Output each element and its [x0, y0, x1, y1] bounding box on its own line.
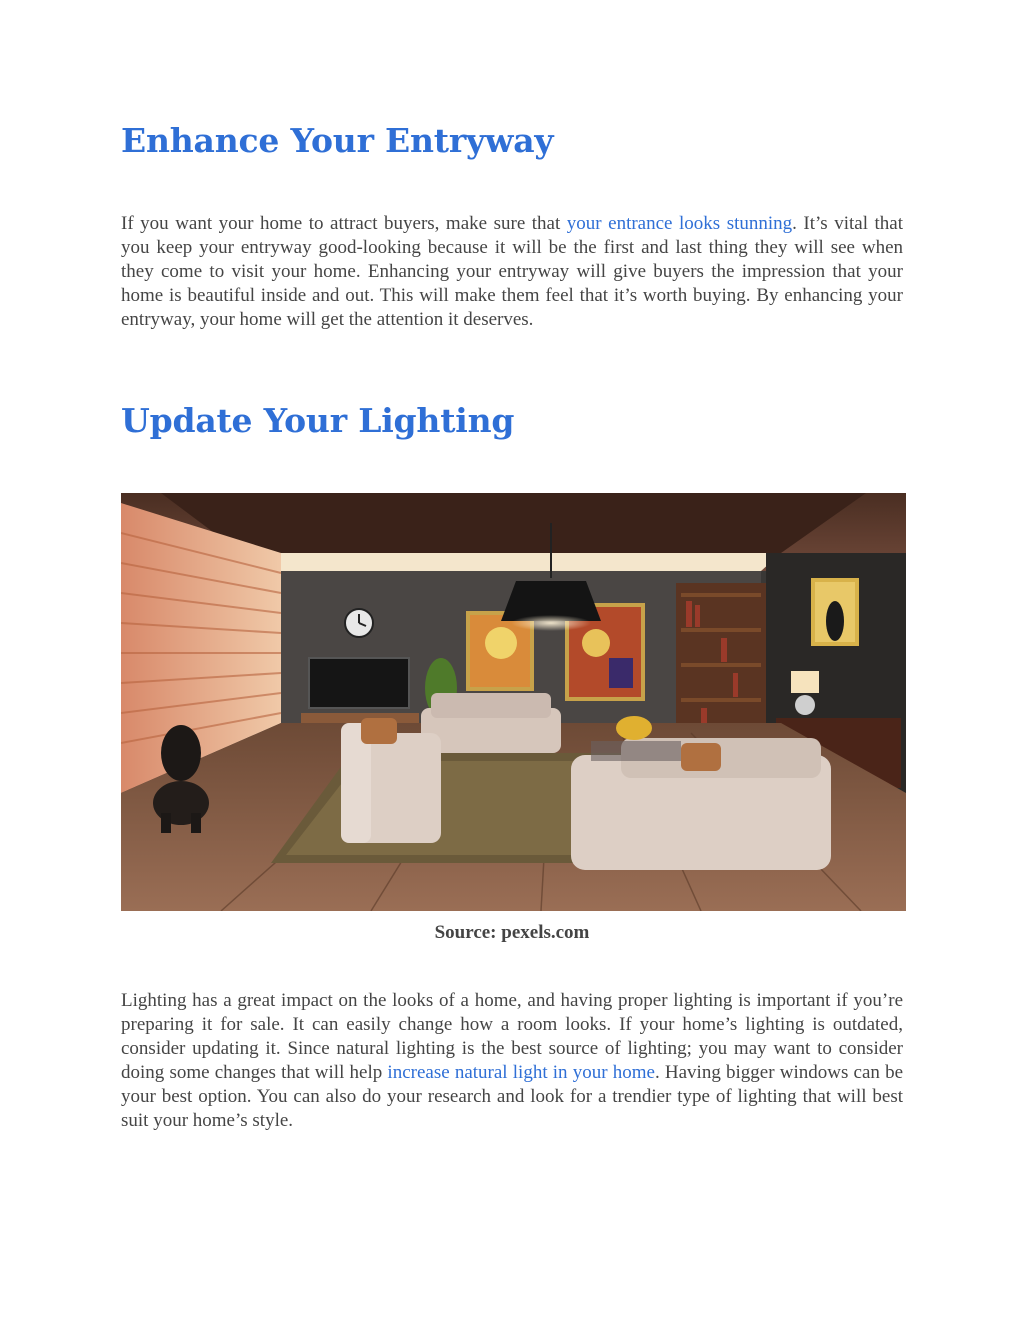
link-entrance-looks-stunning[interactable]: your entrance looks stunning [566, 213, 793, 234]
heading-update-lighting: Update Your Lighting [121, 401, 515, 440]
paragraph-lighting-text-start: Lighting has a great impact on the looks of a home, and having proper lighting is important if you’re preparing it for sale. It can easily change how a room looks. If your home’s lighting is outdated, consider updating it. Since natural lighting is the best source of lighting; you may want to consider doing some changes that will help [121, 990, 903, 1083]
link-increase-natural-light[interactable]: increase natural light in your home [387, 1062, 655, 1083]
living-room-photo [121, 493, 906, 911]
paragraph-lighting [121, 989, 903, 1133]
image-caption: Source: pexels.com [434, 922, 590, 943]
paragraph-entryway [121, 212, 903, 332]
heading-enhance-entryway: Enhance Your Entryway [121, 121, 554, 160]
paragraph-lighting-text-end: . Having bigger windows can be your best option. You can also do your research and look for a trendier type of lighting that will best suit your home’s style. [121, 1062, 904, 1131]
paragraph-entryway-text-start: If you want your home to attract buyers, make sure that [121, 213, 567, 234]
paragraph-entryway-text-end: . It’s vital that you keep your entryway good-looking because it will be the first and last thing they will see when they come to visit your home. Enhancing your entryway will give buyers the impression that your home is beautiful inside and out. This will make them feel that it’s worth buying. By enhancing your entryway, your home will get the attention it deserves. [121, 213, 904, 330]
